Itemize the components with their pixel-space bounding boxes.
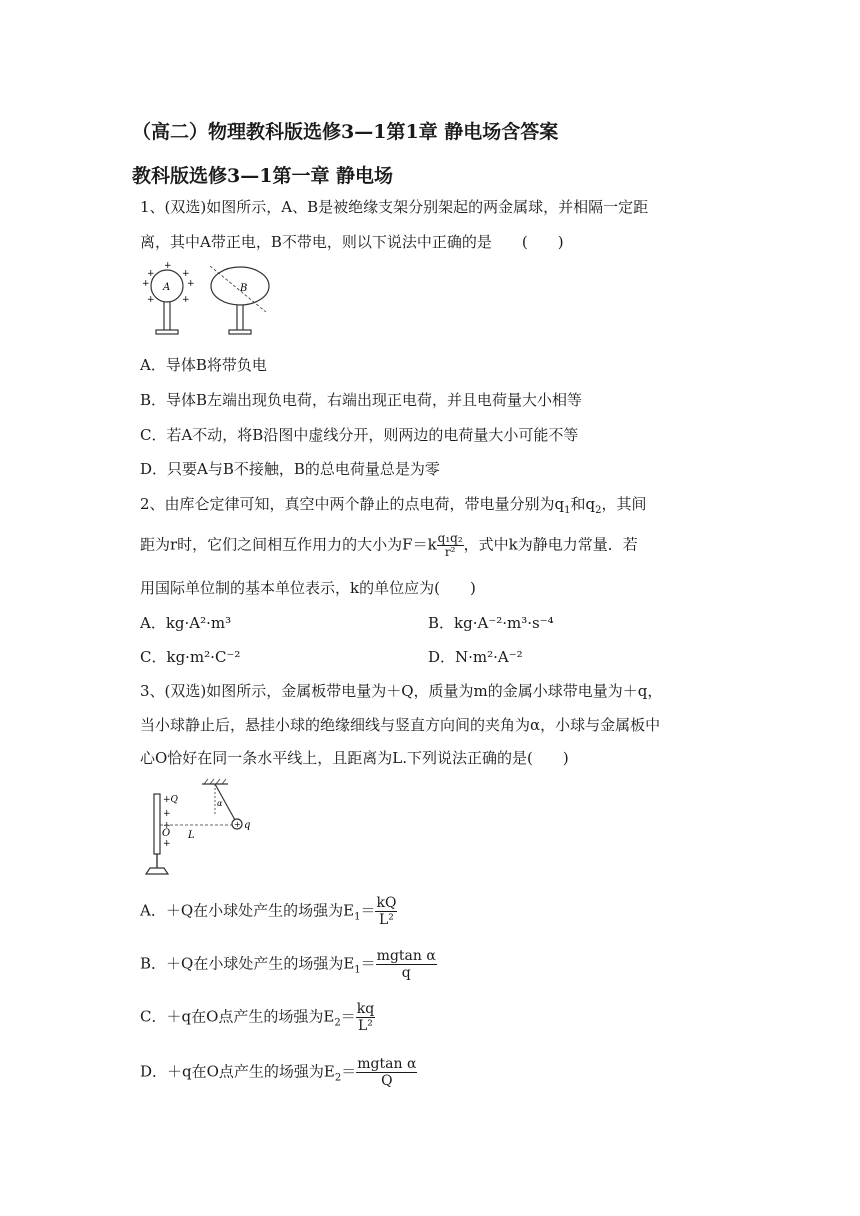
q3-option-c: C．＋q在O点产生的场强为$E_2=$ $\frac{kq}{\text{L²}}$ [140,1001,375,1034]
fig1-plus-top: + [164,262,172,271]
section-title: 教科版选修3—1第一章 静电场 [132,165,394,187]
fig3-ball-plus: + [234,820,241,829]
q2-option-d: D．N·m²·A⁻² [428,648,523,666]
q1-option-a: A．导体B将带负电 [140,356,267,374]
q3-option-b: B．＋Q在小球处产生的场强为$E_1=$ $\frac{\text{mgtan α}}{q}$ [140,948,436,981]
fig1-plus-bottomright: + [182,295,190,305]
q1-figure [136,262,286,344]
q3-figure [136,776,266,884]
fig1-label-a: A [163,282,171,293]
q1-line-2: 离，其中A带正电，B不带电，则以下说法中正确的是 ( ) [140,233,564,251]
q3-line-3: 心O恰好在同一条水平线上，且距离为L.下列说法正确的是( ) [140,749,569,767]
fig3-plus-q-label: +Q [163,795,178,805]
q2-option-b: B．kg·A⁻²·m³·s⁻⁴ [428,614,554,632]
q2-line-3: 用国际单位制的基本单位表示，k的单位应为( ) [140,579,476,597]
fig1-plus-left: + [142,279,150,289]
q1-option-b: B．导体B左端出现负电荷，右端出现正电荷，并且电荷量大小相等 [140,391,583,409]
q3-line-1: 3、(双选)如图所示，金属板带电量为＋Q，质量为m的金属小球带电量为＋q， [140,682,663,700]
q2-line-2: 距为r时，它们之间相互作用力的大小为F＝k $\frac{\text{q₁q₂}}{\text{r²}}$ ，式中k为静电力常量．若 [140,531,638,559]
fig3-alpha-label: α [217,799,223,808]
fig3-plus-2: + [163,821,171,831]
fig3-q-label: q [244,820,251,831]
q3-option-a: A．＋Q在小球处产生的场强为$E_1=$ $\frac{kQ}{\text{L²}}$ [140,895,397,928]
q3-d-fraction: $\frac{\text{mgtan α}}{Q}$ [357,1056,417,1089]
document-title: （高二）物理教科版选修3—1第1章 静电场含答案 [132,121,559,143]
q3-line-2: 当小球静止后，悬挂小球的绝缘细线与竖直方向间的夹角为α，小球与金属板中 [140,716,661,734]
q1-option-c: C．若A不动，将B沿图中虚线分开，则两边的电荷量大小可能不等 [140,426,579,444]
q3-a-fraction: $\frac{kQ}{\text{L²}}$ [376,895,397,928]
fig1-plus-topleft: + [147,269,155,279]
fig3-o-label: O [162,828,171,839]
fig3-plus-3: + [163,839,171,849]
q2-option-a: A．kg·A²·m³ [140,614,232,632]
q2-line-1: 2、由库仑定律可知，真空中两个静止的点电荷，带电量分别为$q_1$和$q_2$，其间 [140,495,647,516]
fig1-plus-bottomleft: + [147,295,155,305]
fig1-plus-right: + [187,279,195,289]
q3-c-fraction: $\frac{kq}{\text{L²}}$ [356,1001,375,1034]
fig3-plus-1: + [163,809,171,819]
q3-option-d: D．＋q在O点产生的场强为$E_2=$ $\frac{\text{mgtan α}}{Q}$ [140,1056,417,1089]
fig1-label-b: B [240,283,248,294]
fig1-plus-topright: + [182,269,190,279]
q1-line-1: 1、(双选)如图所示，A、B是被绝缘支架分别架起的两金属球，并相隔一定距 [140,198,649,216]
coulomb-fraction: $\frac{\text{q₁q₂}}{\text{r²}}$ [437,531,463,559]
fig3-l-label: L [188,830,195,841]
q3-b-fraction: $\frac{\text{mgtan α}}{q}$ [376,948,436,981]
q2-option-c: C．kg·m²·C⁻² [140,648,241,666]
q1-option-d: D．只要A与B不接触，B的总电荷量总是为零 [140,460,440,478]
